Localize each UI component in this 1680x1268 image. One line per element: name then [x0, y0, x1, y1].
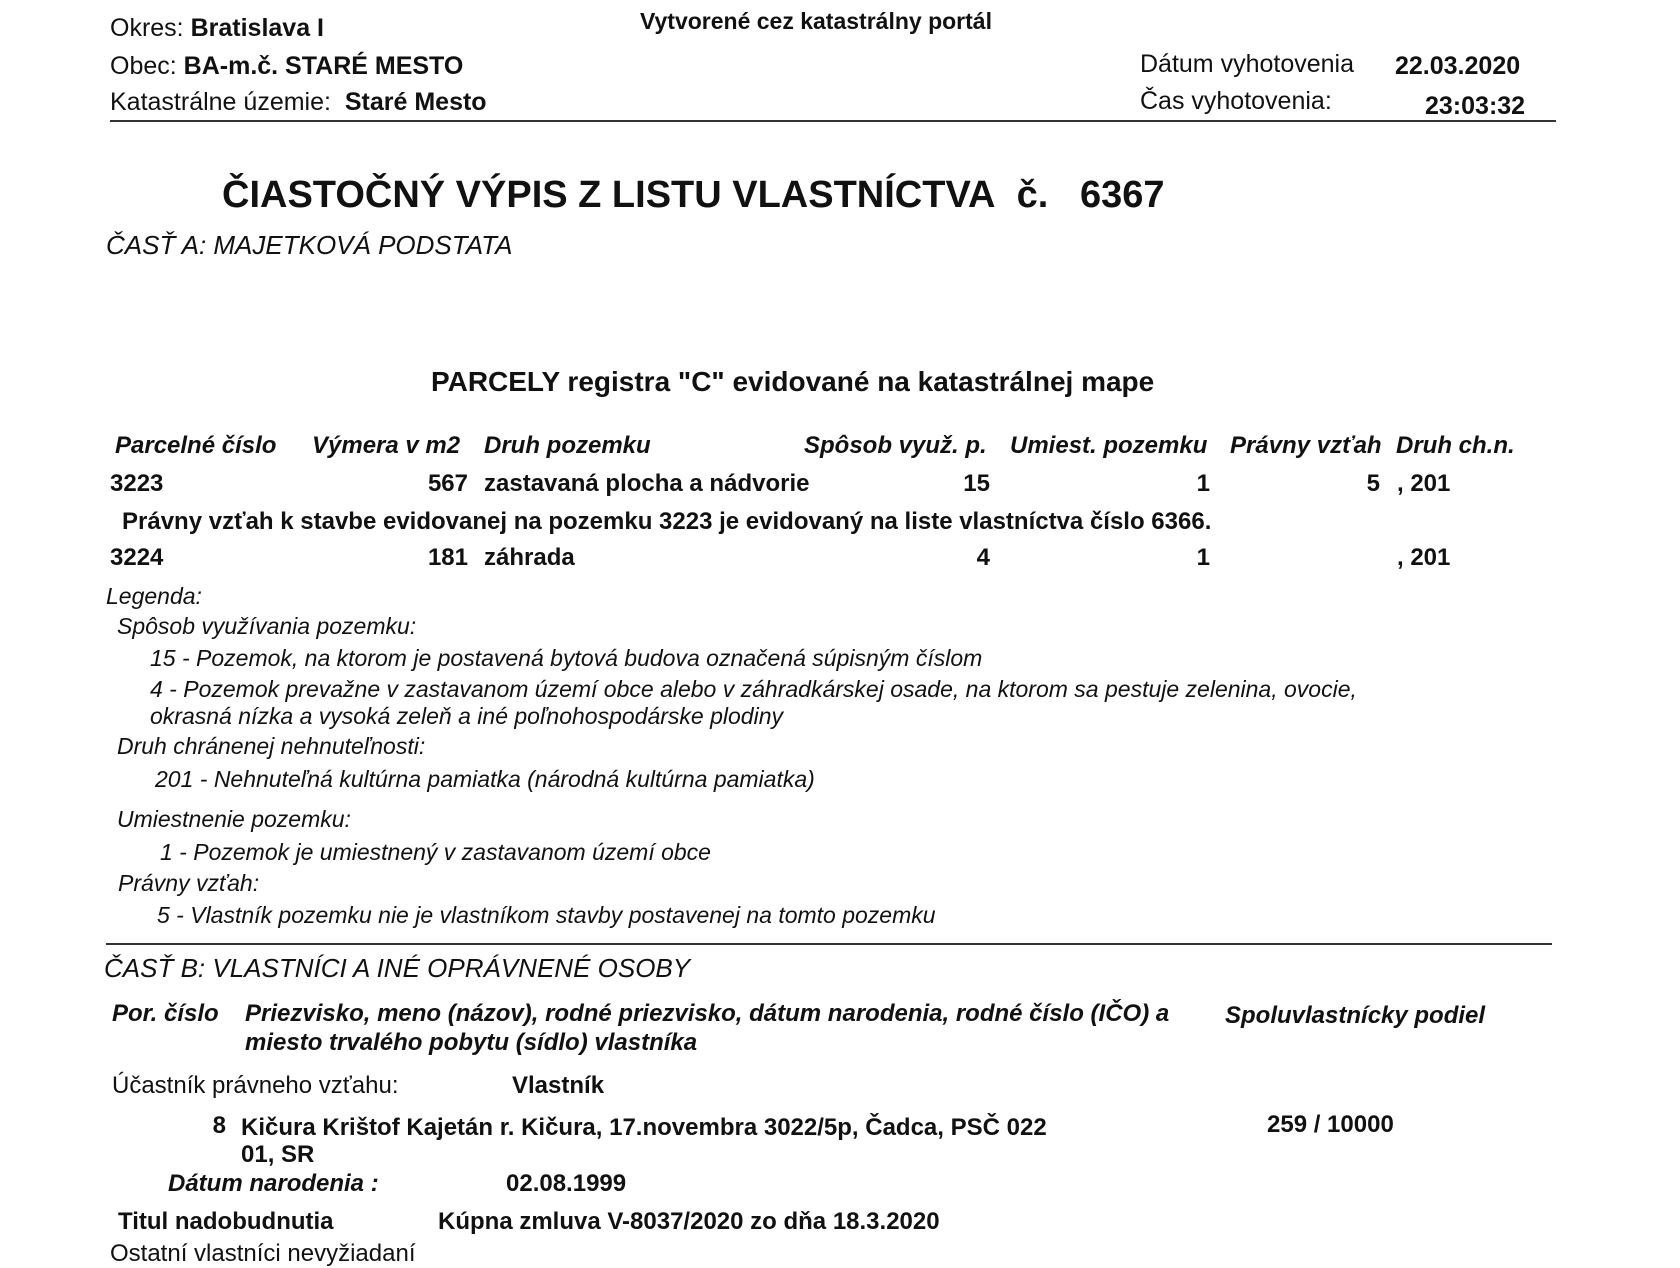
row2-vymera: 181 [427, 544, 468, 571]
row2-parcela: 3224 [110, 544, 164, 571]
page-title [222, 174, 1165, 217]
owner-name-line1: Kičura Krištof Kajetán r. Kičura, 17.novembra 3022/5p, Čadca, PSČ 022 [241, 1114, 1047, 1141]
owner-name-line2: 01, SR [241, 1141, 315, 1168]
portal-note: Vytvorené cez katastrálny portál [640, 8, 992, 34]
legend-chn-201: 201 - Nehnuteľná kultúrna pamiatka (národná kultúrna pamiatka) [155, 766, 815, 792]
obec-label: Obec: [110, 52, 177, 80]
row1-vymera: 567 [427, 470, 468, 497]
legend-sposob-4-line1: 4 - Pozemok prevažne v zastavanom území obce alebo v záhradkárskej osade, na ktorom sa pestuje zelenina, ovocie, [150, 676, 1357, 702]
col-name-line1: Priezvisko, meno (názov), rodné priezvisko, dátum narodenia, rodné číslo (IČO) a [245, 1000, 1170, 1027]
row1-sposob: 15 [963, 470, 990, 497]
legend-sposob-15: 15 - Pozemok, na ktorom je postavená bytová budova označená súpisným číslom [150, 645, 983, 671]
row1-chn: , 201 [1397, 470, 1451, 497]
col-chn: Druh ch.n. [1396, 432, 1515, 459]
col-umiest: Umiest. pozemku [1010, 432, 1208, 459]
datum-value: 22.03.2020 [1395, 52, 1521, 80]
ku-value: Staré Mesto [344, 88, 487, 116]
obec-row [110, 52, 463, 81]
cas-value: 23:03:32 [1425, 92, 1526, 120]
header-divider [110, 120, 1556, 122]
legend-umiest-1: 1 - Pozemok je umiestnený v zastavanom území obce [160, 839, 711, 865]
titul-label: Titul nadobudnutia [118, 1208, 334, 1235]
title-main: ČIASTOČNÝ VÝPIS Z LISTU VLASTNÍCTVA [222, 174, 996, 216]
row1-druh: zastavaná plocha a nádvorie [484, 470, 810, 497]
title-no-value: 6367 [1079, 174, 1165, 216]
ku-row [110, 88, 487, 117]
col-name-line2: miesto trvalého pobytu (sídlo) vlastníka [245, 1029, 698, 1056]
row2-sposob: 4 [976, 544, 990, 571]
part-a-heading: ČASŤ A: MAJETKOVÁ PODSTATA [106, 230, 513, 260]
col-vymera: Výmera v m2 [312, 432, 461, 459]
col-por: Por. číslo [112, 1000, 219, 1027]
legend-chn-title: Druh chránenej nehnuteľnosti: [117, 733, 426, 759]
ostatni-note: Ostatní vlastníci nevyžiadaní [110, 1240, 416, 1267]
dob-label: Dátum narodenia : [168, 1170, 379, 1197]
ku-label: Katastrálne územie: [110, 88, 331, 116]
row1-parcela: 3223 [110, 470, 164, 497]
row1-umiest: 1 [1196, 470, 1210, 497]
obec-value: BA-m.č. STARÉ MESTO [183, 52, 464, 80]
okres-value: Bratislava I [190, 14, 324, 42]
datum-label: Dátum vyhotovenia [1140, 50, 1355, 78]
part-b-heading: ČASŤ B: VLASTNÍCI A INÉ OPRÁVNENÉ OSOBY [104, 953, 691, 983]
row1-pravny: 5 [1366, 470, 1380, 497]
legend-sposob-4-line2: okrasná nízka a vysoká zeleň a iné poľnohospodárske plodiny [150, 703, 783, 729]
title-no-label: č. [1016, 174, 1049, 216]
legend-umiest-title: Umiestnenie pozemku: [117, 806, 351, 832]
owner-por: 8 [212, 1112, 226, 1139]
dob-value: 02.08.1999 [506, 1170, 627, 1197]
part-b-divider [106, 943, 1552, 945]
row1-note: Právny vzťah k stavbe evidovanej na pozemku 3223 je evidovaný na liste vlastníctva číslo 6366. [122, 508, 1212, 535]
col-sposob: Spôsob využ. p. [804, 432, 987, 459]
row2-chn: , 201 [1397, 544, 1451, 571]
ucastnik-label: Účastník právneho vzťahu: [112, 1072, 399, 1099]
okres-label: Okres: [110, 14, 184, 42]
legend-pravny-title: Právny vzťah: [118, 870, 260, 896]
legend-pravny-5: 5 - Vlastník pozemku nie je vlastníkom stavby postavenej na tomto pozemku [157, 902, 936, 928]
col-parcela: Parcelné číslo [115, 432, 277, 459]
col-druh: Druh pozemku [484, 432, 651, 459]
col-pravny: Právny vzťah [1230, 432, 1382, 459]
cas-label: Čas vyhotovenia: [1140, 87, 1332, 115]
parcely-title: PARCELY registra "C" evidované na katastrálnej mape [431, 366, 1155, 397]
col-podiel: Spoluvlastnícky podiel [1225, 1002, 1486, 1029]
row2-umiest: 1 [1196, 544, 1210, 571]
legend-title: Legenda: [106, 583, 202, 609]
titul-value: Kúpna zmluva V-8037/2020 zo dňa 18.3.2020 [438, 1208, 940, 1235]
row2-druh: záhrada [484, 544, 575, 571]
owner-podiel: 259 / 10000 [1267, 1111, 1394, 1138]
legend-sposob-title: Spôsob využívania pozemku: [117, 613, 417, 639]
okres-row [110, 14, 324, 43]
ucastnik-value: Vlastník [512, 1072, 605, 1099]
